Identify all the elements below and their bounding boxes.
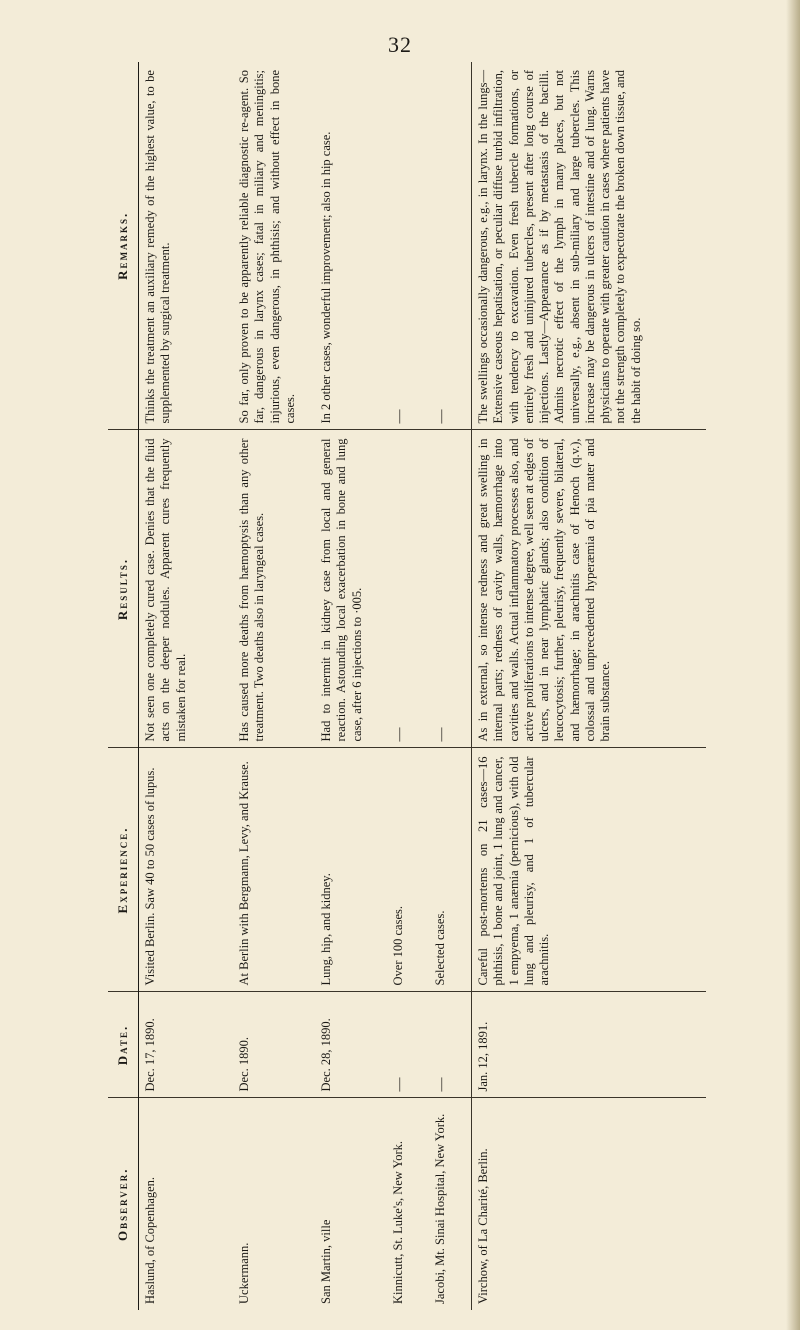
experience-cell: Careful post-mortems on 21 cases—16 phthisis, 1 bone and joint, 1 lung and cancer, 1 empyema, 1 anæmia (pernicious), with old lung and pleurisy, and 1 of tubercular arachnitis.	[472, 748, 707, 992]
table-row	[139, 62, 234, 1310]
table-row	[315, 62, 387, 1310]
remarks-cell: Thinks the treatment an auxiliary remedy of the highest value, to be supplemented by surgical treatment.	[139, 62, 234, 430]
results-cell: —	[429, 430, 472, 748]
experience-cell: Visited Berlin. Saw 40 to 50 cases of lupus.	[139, 748, 234, 992]
remarks-cell: So far, only proven to be apparently reliable diagnostic re-agent. So far, dangerous in larynx cases; fatal in miliary and meningitis; injurious, even dangerous, in phthisis; and without effect in bone cases.	[233, 62, 315, 430]
header-remarks: Remarks.	[108, 62, 139, 430]
date-cell: Dec. 28, 1890.	[315, 992, 387, 1098]
table-row	[233, 62, 315, 1310]
date-cell: —	[429, 992, 472, 1098]
date-cell: Dec. 1890.	[233, 992, 315, 1098]
observer-cell: San Martin, ville	[319, 1219, 333, 1304]
rotated-table-region	[108, 62, 700, 1310]
header-date: Date.	[108, 992, 139, 1098]
date-cell: —	[387, 992, 429, 1098]
observer-cell: Uckermann.	[237, 1242, 251, 1304]
observer-cell: Jacobi, Mt. Sinai Hospital, New York.	[433, 1113, 447, 1304]
date-cell: Dec. 17, 1890.	[139, 992, 234, 1098]
results-cell: As in external, so intense redness and great swelling in internal parts; redness of cavity walls, hæmorrhage into cavities and walls. Actual inflammatory processes also, and active proliferations to intense degree, well seen at edges of ulcers, and in near lymphatic glands; also condition of leucocytosis; further, pleurisy, frequently severe, bilateral, and hæmorrhage; in arachnitis case of Henoch (q.v.), colossal and unprecedented hyperæmia of pia mater and brain substance.	[472, 430, 707, 748]
observer-cell: Virchow, of La Charité, Berlin.	[472, 1098, 707, 1310]
header-row	[108, 62, 139, 1310]
experience-cell: Over 100 cases.	[387, 748, 429, 992]
observations-table	[108, 62, 706, 1310]
results-cell: Had to intermit in kidney case from local and general reaction. Astounding local exacerbation in bone and lung case, after 6 injections to ·005.	[315, 430, 387, 748]
remarks-cell: The swellings occasionally dangerous, e.g., in larynx. In the lungs—Extensive caseous hepatisation, or peculiar diffuse turbid infiltration, with tendency to excavation. Even fresh tubercle formations, or entirely fresh and uninjured tubercles, present after long course of injections. Lastly—Appearance as if by metastasis of the bacilli. Admits necrotic effect of the lymph in many places, but not universally, e.g., absent in sub-miliary and large tubercles. This increase may be dangerous in ulcers of intestine and of lung. Warns physicians to operate with greater caution in cases where patients have not the strength completely to expectorate the broken down tissue, and the habit of doing so.	[472, 62, 707, 430]
experience-cell: Selected cases.	[429, 748, 472, 992]
remarks-cell: In 2 other cases, wonderful improvement; also in hip case.	[315, 62, 387, 430]
experience-cell: Lung, hip, and kidney.	[315, 748, 387, 992]
observer-cell: Kinnicutt, St. Luke's, New York.	[391, 1140, 405, 1304]
header-results: Results.	[108, 430, 139, 748]
results-cell: Not seen one completely cured case. Denies that the fluid acts on the deeper nodules. Apparent cures frequently mistaken for real.	[139, 430, 234, 748]
date-cell: Jan. 12, 1891.	[472, 992, 707, 1098]
observer-cell: Haslund, of Copenhagen.	[143, 1176, 157, 1304]
table-row	[387, 62, 429, 1310]
page-edge-shadow	[786, 0, 800, 1330]
results-cell: —	[387, 430, 429, 748]
experience-cell: At Berlin with Bergmann, Levy, and Krause.	[233, 748, 315, 992]
remarks-cell: —	[429, 62, 472, 430]
page-number: 32	[388, 32, 412, 57]
remarks-cell: —	[387, 62, 429, 430]
table-row	[429, 62, 472, 1310]
results-cell: Has caused more deaths from hæmoptysis than any other treatment. Two deaths also in laryngeal cases.	[233, 430, 315, 748]
header-experience: Experience.	[108, 748, 139, 992]
header-observer: Observer.	[108, 1098, 139, 1310]
table-row	[472, 62, 707, 1310]
